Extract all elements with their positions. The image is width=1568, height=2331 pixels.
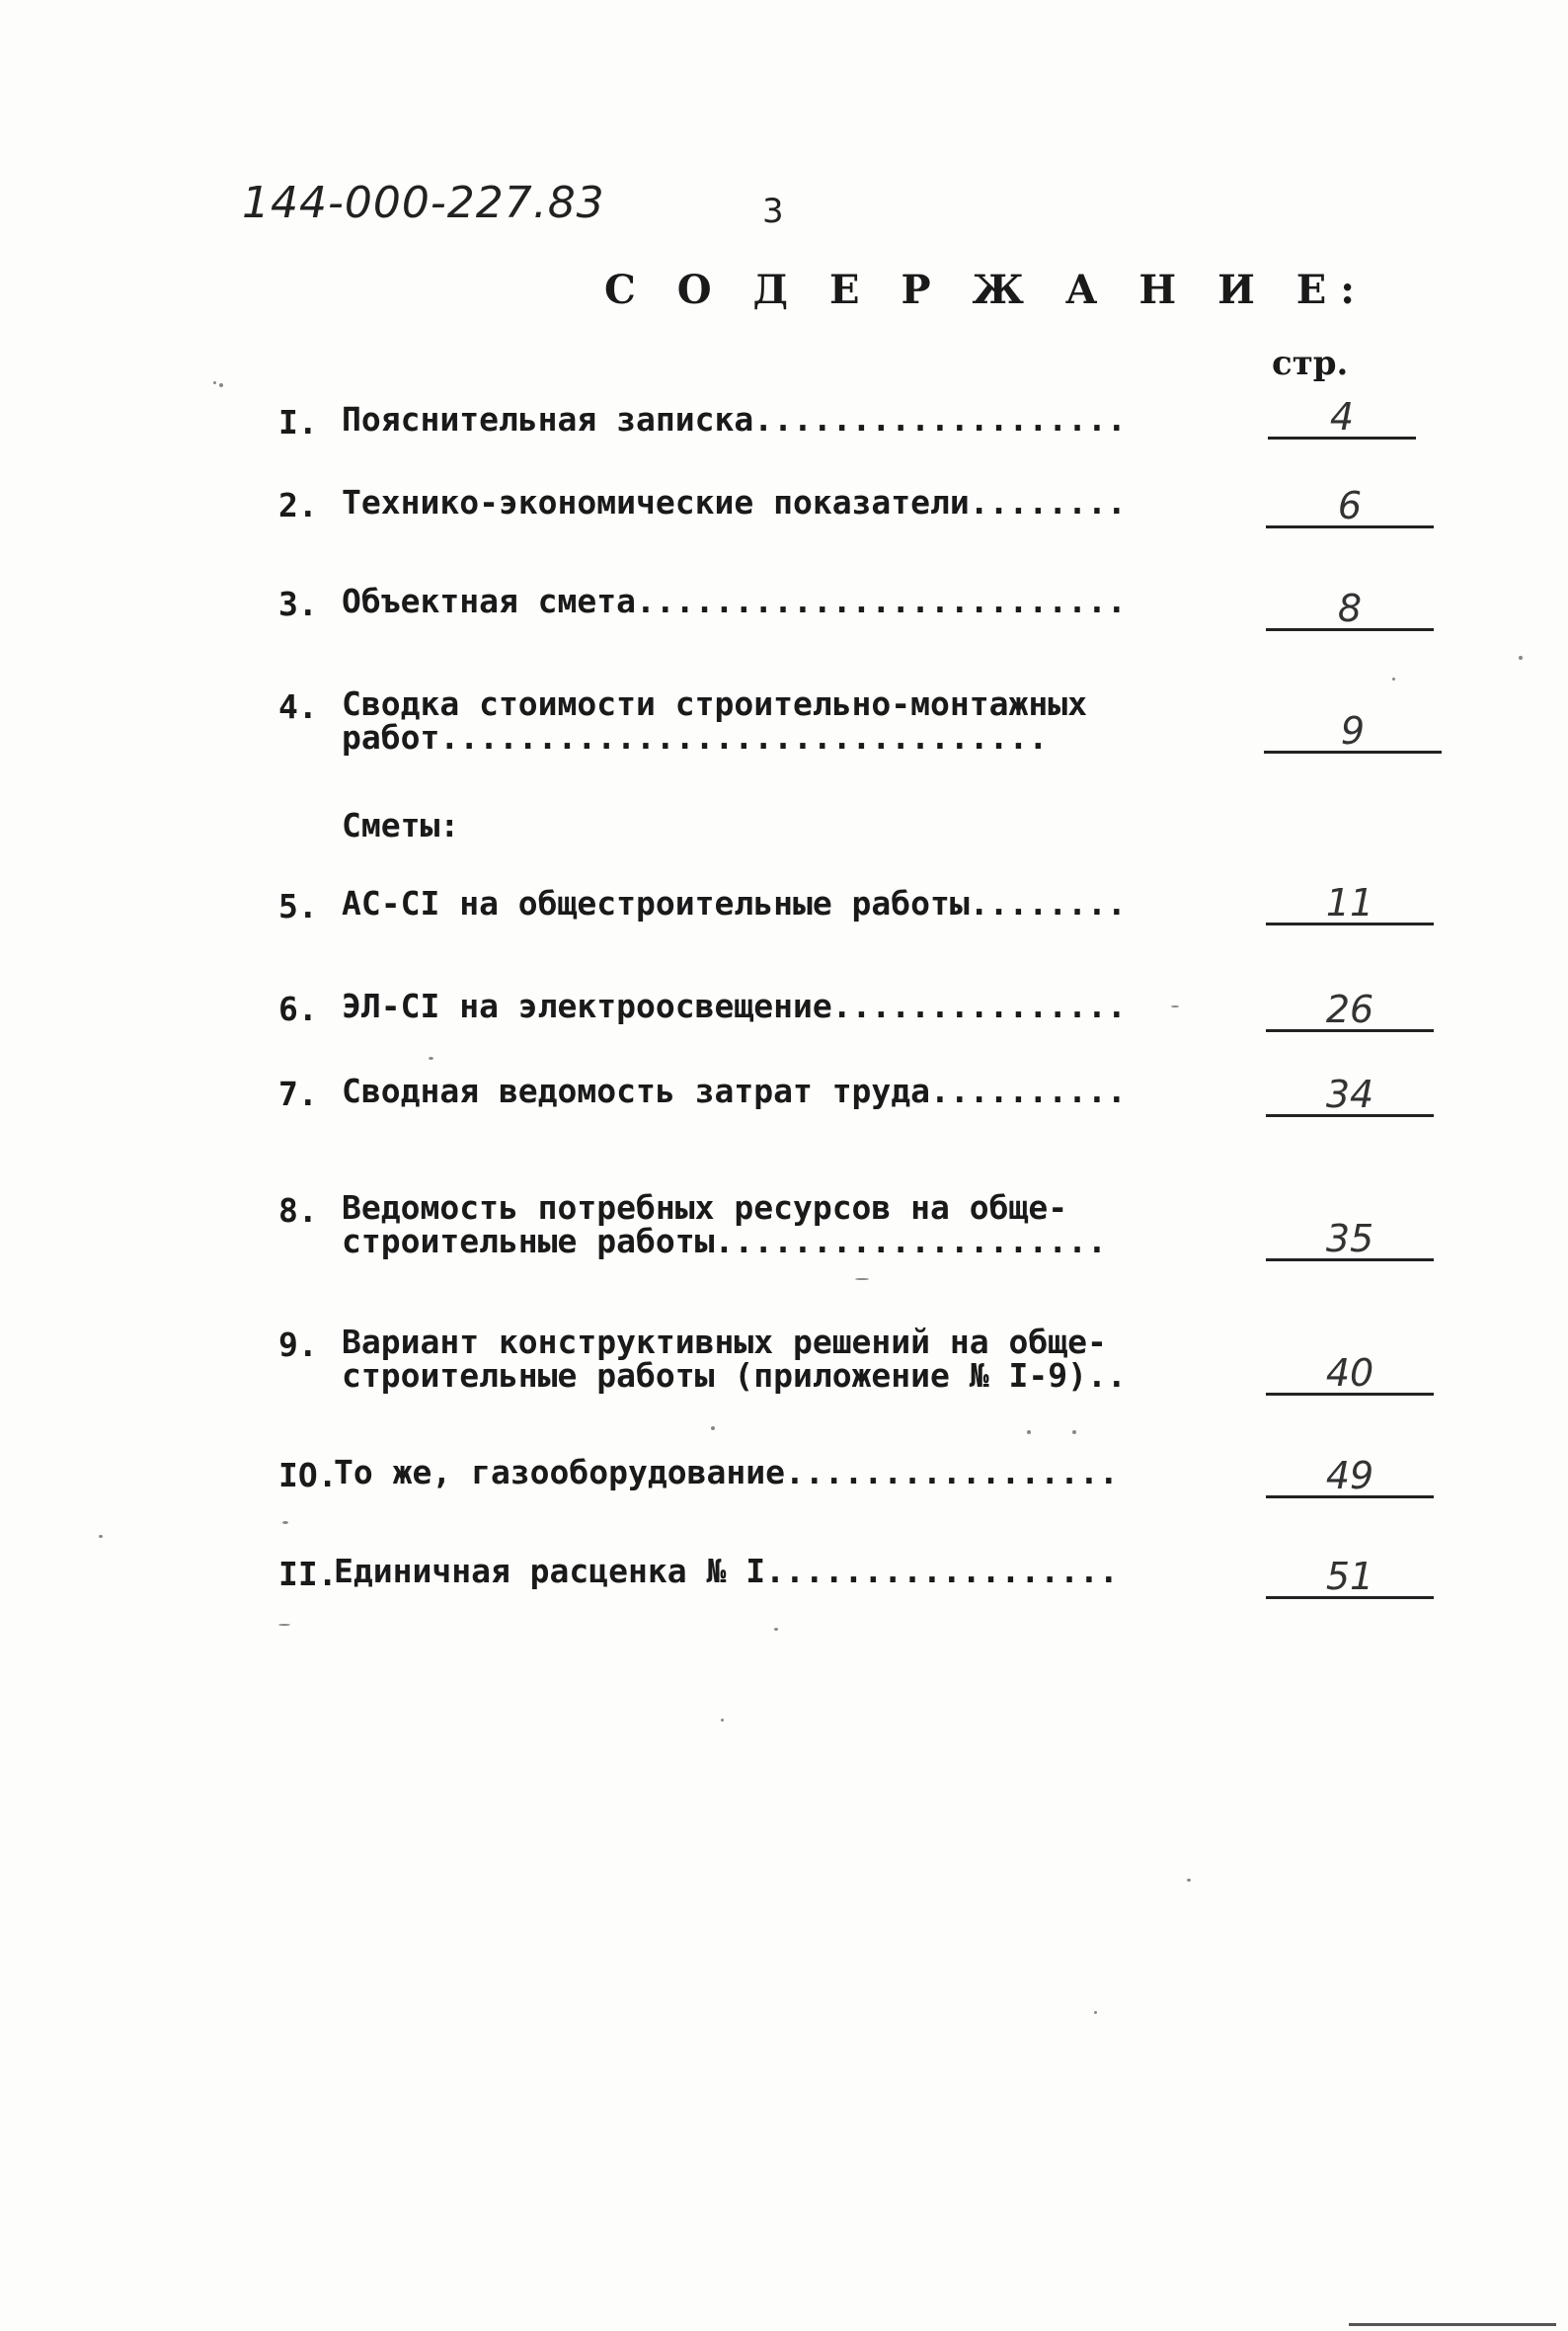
- entry-title: Пояснительная записка...................: [342, 400, 1127, 439]
- entry-number: 9.: [278, 1326, 318, 1364]
- entry-number: 3.: [278, 585, 318, 623]
- entry-page-number: 9: [1264, 711, 1442, 754]
- entry-number: 2.: [278, 486, 318, 524]
- scan-edge-line: [1349, 2323, 1556, 2326]
- scan-speck: [1027, 1430, 1031, 1434]
- entry-number: I.: [278, 403, 318, 442]
- entry-page-number: 4: [1268, 397, 1416, 440]
- scan-speck: [278, 1624, 290, 1626]
- entry-page-number: 51: [1266, 1557, 1434, 1599]
- entry-number: IO.: [278, 1456, 338, 1494]
- entry-page-number: 49: [1266, 1456, 1434, 1498]
- entry-page-number: 26: [1266, 990, 1434, 1032]
- scan-speck: [429, 1057, 433, 1060]
- scan-speck: [855, 1278, 869, 1280]
- entry-title: Сводная ведомость затрат труда..........: [342, 1072, 1127, 1110]
- entry-page-number: 6: [1266, 486, 1434, 528]
- scan-speck: [1519, 656, 1523, 660]
- entry-title: АС-CI на общестроительные работы........: [342, 884, 1127, 923]
- document-number: 144-000-227.83: [242, 178, 605, 228]
- entry-title: ЭЛ-CI на электроосвещение...............: [342, 987, 1127, 1025]
- entry-page-number: 11: [1266, 883, 1434, 925]
- scan-speck: [219, 383, 223, 387]
- entry-page-number: 35: [1266, 1219, 1434, 1261]
- section-label: Сметы:: [342, 806, 460, 844]
- scan-speck: [1171, 1005, 1179, 1007]
- entry-page-number: 34: [1266, 1075, 1434, 1117]
- page-column-header: стр.: [1272, 344, 1349, 383]
- contents-title: С О Д Е Р Ж А Н И Е:: [604, 267, 1370, 313]
- page-number: 3: [762, 192, 784, 231]
- entry-number: 8.: [278, 1191, 318, 1230]
- scan-speck: [711, 1426, 715, 1430]
- scan-speck: [721, 1719, 724, 1722]
- entry-number: II.: [278, 1555, 338, 1593]
- entry-title: То же, газооборудование.................: [334, 1453, 1119, 1491]
- entry-title: Технико-экономические показатели........: [342, 483, 1127, 522]
- scan-speck: [1094, 2011, 1097, 2014]
- scan-speck: [1187, 1879, 1191, 1882]
- scan-speck: [99, 1535, 103, 1538]
- entry-title: Сводка стоимости строительно-монтажных работ...............................: [342, 684, 1087, 757]
- entry-title: Единичная расценка № I..................: [334, 1552, 1119, 1590]
- scan-speck: [213, 381, 216, 384]
- entry-number: 7.: [278, 1075, 318, 1113]
- scan-speck: [282, 1521, 288, 1524]
- entry-number: 6.: [278, 990, 318, 1028]
- entry-title: Вариант конструктивных решений на обще- строительные работы (приложение № I-9)..: [342, 1323, 1127, 1395]
- scan-speck: [774, 1628, 778, 1631]
- scan-speck: [1392, 678, 1395, 681]
- entry-page-number: 40: [1266, 1353, 1434, 1396]
- entry-title: Ведомость потребных ресурсов на обще- строительные работы....................: [342, 1188, 1107, 1260]
- entry-title: Объектная смета.........................: [342, 582, 1127, 620]
- entry-number: 5.: [278, 887, 318, 925]
- entry-page-number: 8: [1266, 589, 1434, 631]
- entry-number: 4.: [278, 687, 318, 726]
- scan-speck: [1072, 1430, 1076, 1434]
